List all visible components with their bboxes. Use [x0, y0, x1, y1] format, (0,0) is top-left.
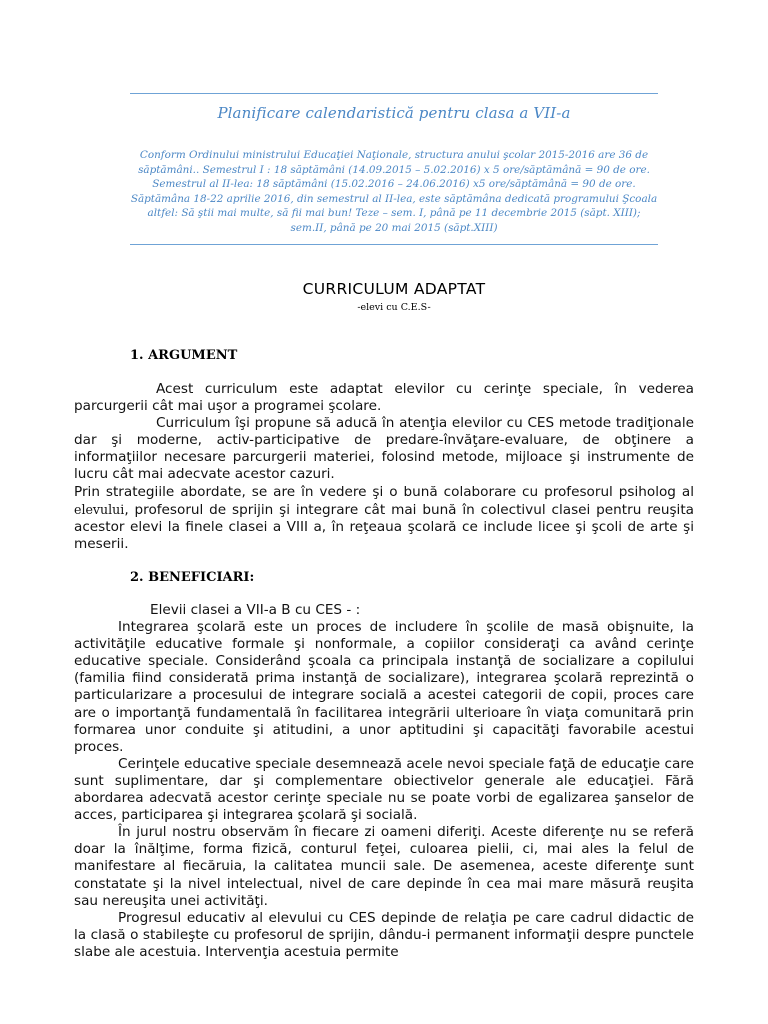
- beneficiari-intro: Elevii clasei a VII-a B cu CES - :: [150, 602, 361, 618]
- header-title: Planificare calendaristică pentru clasa a VII-a: [217, 104, 571, 122]
- argument-paragraph-3: [74, 484, 694, 553]
- beneficiari-paragraph-1: Integrarea şcolară este un proces de includere în şcolile de masă obişnuite, la activităţile educative formale şi nonformale, a copiilor consideraţi ca având cerinţe educative speciale. Considerând şcoala ca principala instanţă de socializare a copilului (familia fiind considerată prima instanţă de socializare), integrarea şcolară reprezintă o particularizare a procesului de integrare socială a acestei categorii de copii, proces care are o importanţă fundamentală în facilitarea integrării ulterioare în viaţa comunitară prin formarea unor conduite şi atitudini, a unor aptitudini şi capacităţi favorabile acestui proces.: [74, 619, 694, 755]
- beneficiari-paragraph-4: Progresul educativ al elevului cu CES depinde de relaţia pe care cadrul didactic de la clasă o stabileşte cu profesorul de sprijin, dându-i permanent informaţii despre punctele slabe ale acestuia. Intervenţia acestuia permite: [74, 909, 694, 960]
- section-argument-body: [74, 381, 694, 553]
- beneficiari-paragraph-3: În jurul nostru observăm în fiecare zi oameni diferiţi. Aceste diferenţe nu se referă doar la înălţime, forma fizică, conturul feţei, culoarea pielii, ci, mai ales la felul de manifestare al fiecăruia, la calitatea muncii sale. De asemenea, aceste diferenţe sunt constatate şi la nivel intelectual, nivel de care depinde în cea mai mare măsură reuşita sau nereuşita unei activităţi.: [74, 824, 694, 909]
- argument-paragraph-1: Acest curriculum este adaptat elevilor cu cerinţe speciale, în vederea parcurgerii cât mai uşor a programei şcolare.: [74, 381, 694, 415]
- beneficiari-paragraph-2: Cerinţele educative speciale desemnează acele nevoi speciale faţă de educaţie care sunt suplimentare, dar şi complementare obiectivelor generale ale educaţiei. Fără abordarea adecvată acestor cerinţe speciale nu se poate vorbi de egalizarea şanselor de acces, participarea şi integrarea şcolară şi socială.: [74, 755, 694, 824]
- document-title: CURRICULUM ADAPTAT: [302, 280, 486, 298]
- header-note: Conform Ordinului ministrului Educaţiei Naţionale, structura anului şcolar 2015-2016 are 36 de săptămâni.. Semestrul I : 18 săptămâni (14.09.2015 – 5.02.2016) x 5 ore/săptămână = 90 de ore. Semestrul al II-lea: 18 săptămâni (15.02.2016 – 24.06.2016) x5 ore/săptămână = 90 de ore. Săptămâna 18-22 aprilie 2016, din semestrul al II-lea, este săptămâna dedicată programului Şcoala altfel: Să ştii mai multe, să fii mai bun! Teze – sem. I, până pe 11 decembrie 2015 (săpt. XIII); sem.II, până pe 20 mai 2015 (săpt.XIII): [130, 149, 658, 234]
- argument-paragraph-3-part-2: , profesorul de sprijin şi integrare cât mai bună în colectivul clasei pentru reuşita acestor elevi la finele clasei a VIII a, în reţeaua şcolară ce include licee şi şcoli de arte şi meserii.: [74, 501, 694, 552]
- header-top-rule: [130, 93, 658, 94]
- document-subtitle: -elevi cu C.E.S-: [357, 302, 431, 313]
- section-beneficiari-body: [74, 602, 694, 961]
- argument-paragraph-3-part-1: Prin strategiile abordate, se are în vedere şi o bună colaborare cu profesorul psiholog al: [74, 483, 694, 500]
- section-heading-beneficiari: 2. BENEFICIARI:: [130, 570, 255, 585]
- argument-paragraph-3-elevului: elevului: [74, 501, 125, 517]
- argument-paragraph-2: Curriculum îşi propune să aducă în atenţia elevilor cu CES metode tradiţionale dar şi moderne, activ-participative de predare-învăţare-evaluare, de obţinere a informaţiilor necesare parcurgerii materiei, folosind metode, mijloace şi instrumente de lucru cât mai adecvate acestor cazuri.: [74, 415, 694, 483]
- header-bottom-rule: [130, 244, 658, 245]
- section-heading-argument: 1. ARGUMENT: [130, 348, 238, 363]
